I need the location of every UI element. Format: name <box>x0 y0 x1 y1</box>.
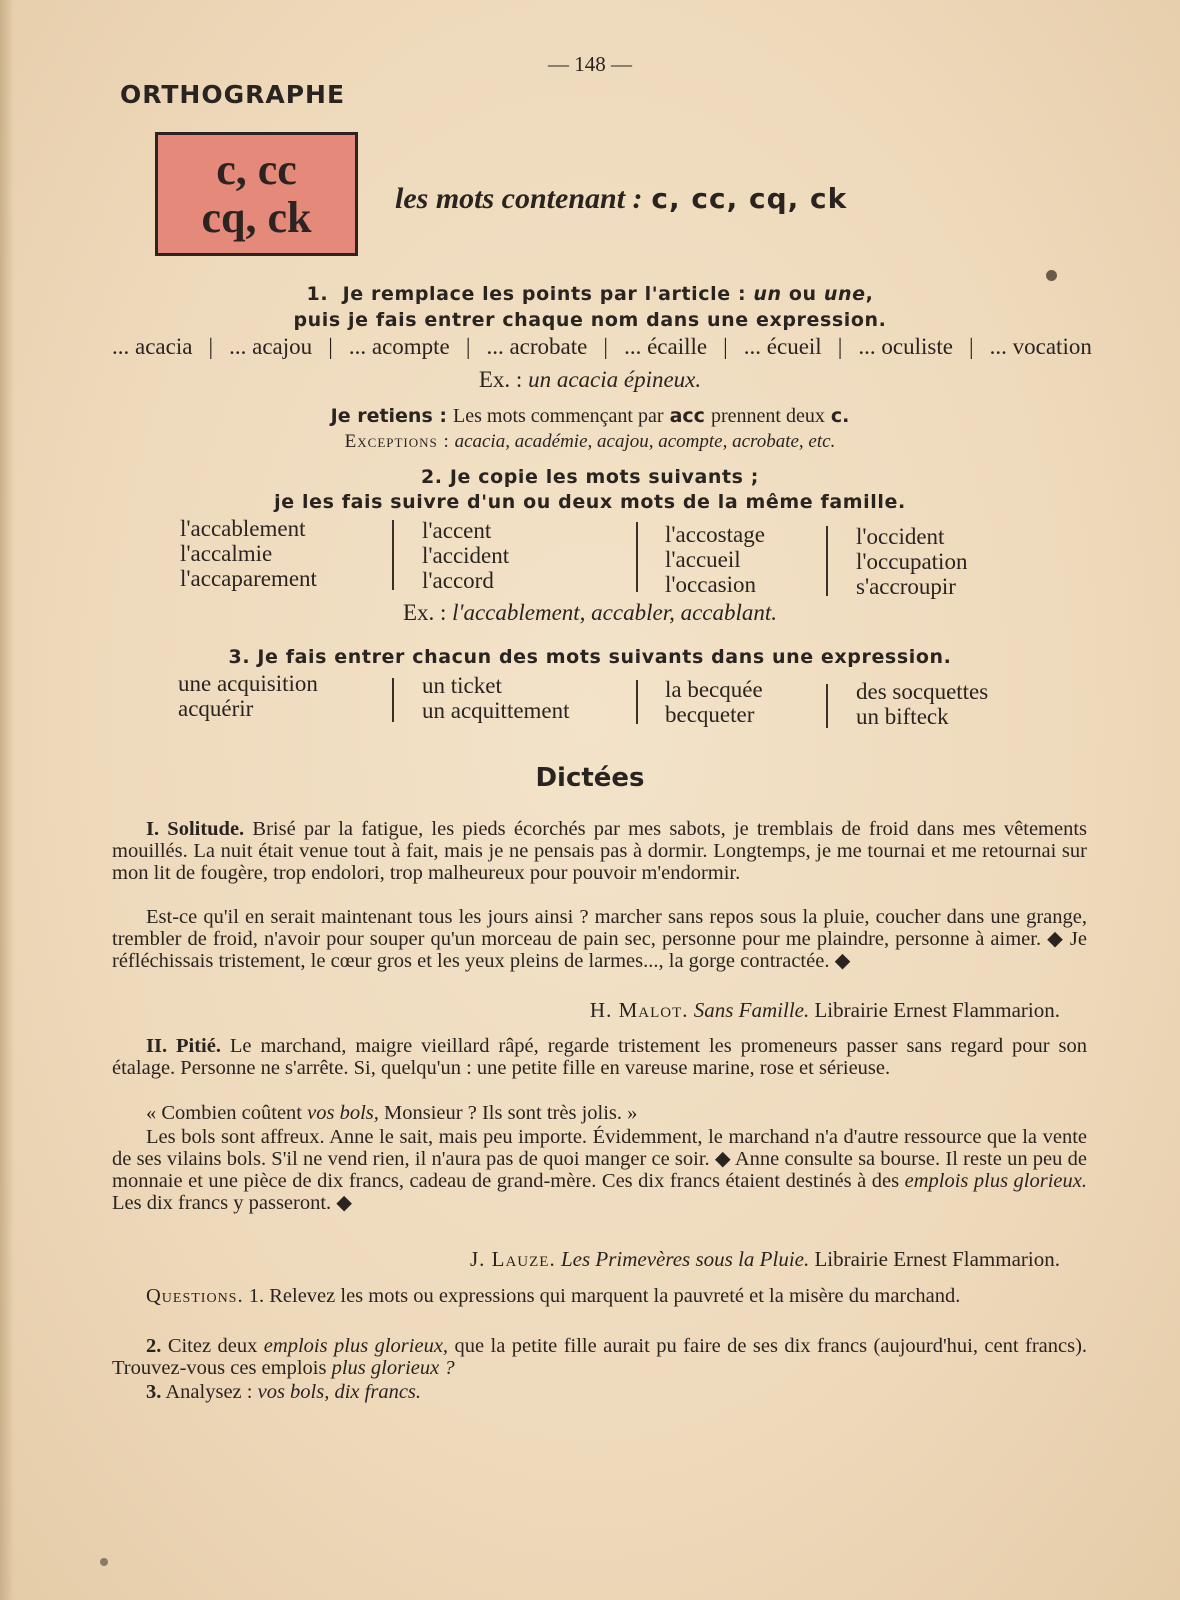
word-item: ... acompte <box>348 334 450 359</box>
column-divider <box>636 522 638 592</box>
dictation-2-paragraph-3 <box>112 1126 1087 1214</box>
word-item: l'accent <box>422 518 492 543</box>
question-2-text-b: que la petite fille aurait pu faire de ses dix francs (aujourd'hui, cent francs). Trouvez-vous ces emplois <box>112 1335 1088 1379</box>
paper-spot <box>1046 270 1057 281</box>
word-item: un bifteck <box>856 704 949 729</box>
exercise-1-number: 1. <box>306 283 329 305</box>
exercise-2-example <box>0 600 1180 626</box>
column-divider <box>392 520 394 590</box>
source-work: Les Primevères sous la Pluie. <box>560 1247 810 1271</box>
dictation-2-text-2a: « Combien coûtent <box>146 1102 303 1124</box>
question-2-italic-2: plus glorieux ? <box>331 1357 455 1379</box>
word-item: la becquée <box>665 677 763 702</box>
exercise-3-column-2 <box>422 673 570 723</box>
question-3-italic: vos bols, dix francs. <box>257 1381 422 1403</box>
word-item: acquérir <box>178 696 254 721</box>
word-item: un ticket <box>422 673 502 698</box>
word-item: becqueter <box>665 702 755 727</box>
rule-reminder-text-b: prennent deux <box>710 405 825 427</box>
dictation-2-text-3a: Les bols sont affreux. Anne le sait, mais peu importe. Évidemment, le marchand n'a d'autre ressource que la vente de ses vilains bols. S'il ne vend rien, il n'aura pas de quoi manger ce soir. ◆ Anne consulte sa bourse. Il reste un peu de monnaie et une pièce de dix francs, cadeau de grand-mère. Ces dix francs étaient destinés à des <box>112 1126 1087 1192</box>
word-item: s'accroupir <box>856 574 956 599</box>
word-item: l'occasion <box>665 572 757 597</box>
exercise-1-text: Je remplace les points par l'article : <box>342 283 747 305</box>
question-2-italic: emplois plus glorieux, <box>263 1335 449 1357</box>
rule-reminder <box>0 405 1180 428</box>
exceptions-line <box>0 431 1180 453</box>
word-item: un acquittement <box>422 698 570 723</box>
questions-q1 <box>112 1285 1087 1307</box>
dictation-1-paragraph-1 <box>112 818 1087 884</box>
source-author: H. Malot. <box>589 998 689 1022</box>
word-item: ... oculiste <box>858 334 953 359</box>
word-item: ... écueil <box>743 334 822 359</box>
exercise-3-column-1 <box>178 671 318 721</box>
word-item: ... acacia <box>112 334 193 359</box>
exercise-1-ou: ou <box>788 283 817 305</box>
dictation-2-text-3b: Les dix francs y passeront. ◆ <box>112 1192 353 1214</box>
lesson-heading <box>395 182 847 216</box>
dictation-1-text-1: Brisé par la fatigue, les pieds écorchés par mes sabots, je tremblais de froid dans mes vêtements mouillés. La nuit était venue tout à fait, mais je ne pensais pas à dormir. Longtemps, je me tournai et me retournai sur mon lit de fougère, trop endolori, trop malheureux pour pouvoir m'endormir. <box>112 818 1088 884</box>
example-label: Ex. : <box>402 600 447 625</box>
dictation-2-paragraph-2 <box>112 1102 1087 1124</box>
exercise-1-line-2: puis je fais entrer chaque nom dans une expression. <box>293 309 887 331</box>
source-author: J. Lauze. <box>469 1247 556 1271</box>
exercise-1-word-list: ... acacia | ... acajou | ... acompte | ... acrobate | ... écaille | ... écueil | ... oculiste | ... vocation <box>112 334 1092 359</box>
rule-box-line-1: c, cc <box>216 145 297 194</box>
questions-q3 <box>112 1381 1087 1403</box>
exercise-3-column-4 <box>856 679 988 729</box>
exercise-1-une: une <box>823 283 866 305</box>
exercise-2-column-3 <box>665 522 765 597</box>
rule-reminder-text-a: Les mots commençant par <box>453 405 664 427</box>
word-item: des socquettes <box>856 679 989 704</box>
dictation-2-text-2i: vos bols, <box>307 1102 379 1124</box>
word-item: l'occupation <box>856 549 968 574</box>
exercise-2-column-4 <box>856 524 967 599</box>
word-item: l'accident <box>422 543 510 568</box>
column-divider <box>826 526 828 596</box>
rule-box <box>155 132 358 256</box>
word-item: une acquisition <box>178 671 318 696</box>
word-item: l'accueil <box>665 547 741 572</box>
source-publisher: Librairie Ernest Flammarion. <box>814 1247 1060 1271</box>
rule-reminder-c: c. <box>830 405 850 427</box>
word-item: ... vocation <box>989 334 1092 359</box>
word-item: l'occident <box>856 524 945 549</box>
exercise-3-line: 3. Je fais entrer chacun des mots suivants dans une expression. <box>228 646 952 668</box>
column-divider <box>826 684 828 728</box>
column-divider <box>636 680 638 724</box>
exercise-2-column-2 <box>422 518 509 593</box>
question-2-number: 2. <box>146 1335 162 1357</box>
heading-letters: c, cc, cq, ck <box>651 182 848 215</box>
word-item: l'accablement <box>180 516 306 541</box>
question-3-text: Analysez : <box>165 1381 253 1403</box>
word-item: l'accaparement <box>180 566 317 591</box>
example-label: Ex. : <box>478 367 523 392</box>
exercise-2-column-1 <box>180 516 317 591</box>
example-text: un acacia épineux. <box>528 367 702 392</box>
question-1-text: 1. Relevez les mots ou expressions qui marquent la pauvreté et la misère du marchand. <box>248 1285 961 1307</box>
dictation-2-text-3i: emplois plus glorieux. <box>904 1170 1087 1192</box>
dictation-2-title: II. Pitié. <box>146 1035 221 1057</box>
exercise-3-column-3 <box>665 677 763 727</box>
exercise-2-line-2: je les fais suivre d'un ou deux mots de la même famille. <box>274 491 906 513</box>
dictation-2-source <box>470 1247 1060 1272</box>
page-edge-shadow <box>0 0 14 1600</box>
exceptions-text: acacia, académie, acajou, acompte, acrobate, etc. <box>454 431 836 452</box>
dictation-2-text-2b: Monsieur ? Ils sont très jolis. » <box>384 1102 638 1124</box>
dictation-1-source <box>590 998 1060 1023</box>
word-item: l'accalmie <box>180 541 273 566</box>
word-item: ... écaille <box>624 334 708 359</box>
word-item: ... acrobate <box>486 334 588 359</box>
question-2-text-a: Citez deux <box>167 1335 258 1357</box>
dictation-1-title: I. Solitude. <box>146 818 245 840</box>
exercise-2-line-1: 2. Je copie les mots suivants ; <box>420 466 760 488</box>
rule-box-line-2: cq, ck <box>201 193 312 242</box>
dictation-1-paragraph-2: Est-ce qu'il en serait maintenant tous les jours ainsi ? marcher sans repos sous la pluie, coucher dans une grange, trembler de froid, n'avoir pour souper qu'un morceau de pain sec, personne pour me plaindre, personne à aimer. ◆ Je réfléchissais tristement, le cœur gros et les yeux pleins de larmes..., la gorge contractée. ◆ <box>112 906 1087 972</box>
rule-reminder-acc: acc <box>669 405 705 427</box>
dictation-2-paragraph-1 <box>112 1035 1087 1079</box>
word-item: l'accord <box>422 568 494 593</box>
column-divider <box>392 678 394 722</box>
rule-reminder-label: Je retiens : <box>330 405 447 427</box>
questions-q2 <box>112 1335 1087 1379</box>
dictees-title: Dictées <box>535 763 645 793</box>
question-3-number: 3. <box>146 1381 162 1403</box>
source-publisher: Librairie Ernest Flammarion. <box>814 998 1060 1022</box>
heading-italic: les mots contenant : <box>395 182 643 215</box>
questions-label: Questions. <box>146 1285 244 1307</box>
word-item: ... acajou <box>229 334 313 359</box>
exercise-1-line-1: 1. Je remplace les points par l'article : un ou une, <box>306 283 874 305</box>
example-text: l'accablement, accabler, accablant. <box>452 600 778 625</box>
section-label: ORTHOGRAPHE <box>120 80 346 109</box>
word-item: l'accostage <box>665 522 765 547</box>
exercise-1-un: un <box>753 283 782 305</box>
paper-spot <box>100 1558 108 1566</box>
exercise-1-example <box>0 367 1180 393</box>
source-work: Sans Famille. <box>693 998 810 1022</box>
page-number: — 148 — <box>548 52 632 76</box>
dictation-2-text-1: Le marchand, maigre vieillard râpé, regarde tristement les promeneurs passer sans regard pour son étalage. Personne ne s'arrête. Si, quelqu'un : une petite fille en vareuse marine, rose et sérieuse. <box>112 1035 1088 1079</box>
exceptions-label: Exceptions : <box>344 431 450 452</box>
